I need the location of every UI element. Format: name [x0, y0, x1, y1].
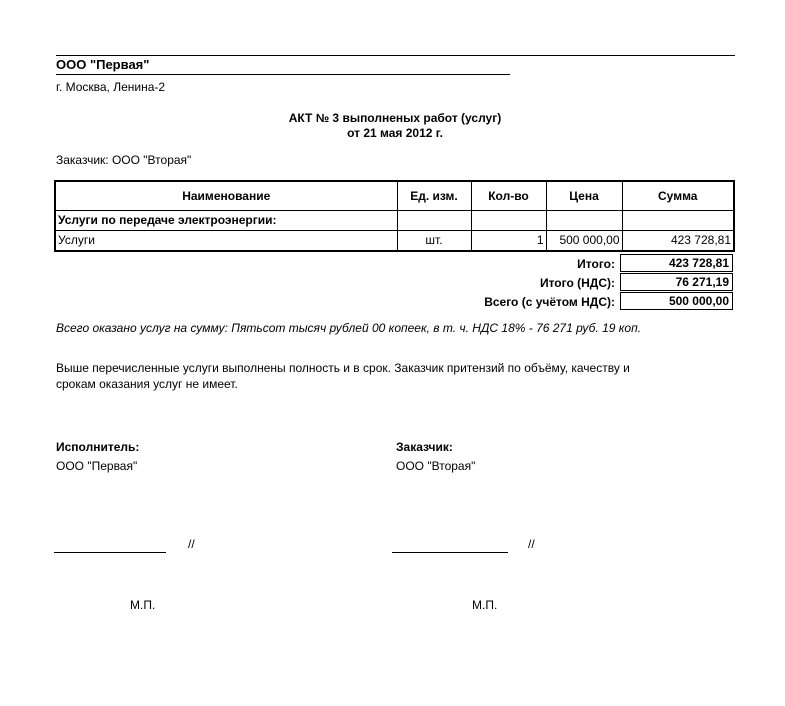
header-unit: Ед. изм.: [397, 181, 471, 211]
header-qty: Кол-во: [471, 181, 546, 211]
summary-text: Всего оказано услуг на сумму: Пятьсот тысяч рублей 00 копеек, в т. ч. НДС 18% - 76 271 руб. 19 коп.: [56, 321, 642, 335]
vat-value: 76 271,19: [620, 273, 733, 291]
row-price: 500 000,00: [546, 231, 622, 252]
subtotal-value: 423 728,81: [620, 254, 733, 272]
table-header-row: [55, 181, 734, 211]
document-title: АКТ № 3 выполненых работ (услуг): [288, 111, 502, 125]
executor-name: ООО "Первая": [56, 459, 138, 473]
company-underline: [56, 74, 510, 75]
customer-line: Заказчик: ООО "Вторая": [56, 153, 192, 167]
items-table: [54, 180, 735, 252]
company-name: ООО "Первая": [56, 57, 150, 72]
table-section-row: [55, 211, 734, 231]
row-name: Услуги: [55, 231, 397, 252]
total-value: 500 000,00: [620, 292, 733, 310]
document-date: от 21 мая 2012 г.: [347, 126, 443, 140]
row-qty: 1: [471, 231, 546, 252]
customer-label: Заказчик:: [396, 440, 453, 454]
section-title: Услуги по передаче электроэнергии:: [55, 211, 397, 231]
total-label: Всего (с учётом НДС):: [484, 295, 615, 309]
header-sum: Сумма: [622, 181, 734, 211]
row-unit: шт.: [397, 231, 471, 252]
executor-signature-line: [54, 552, 166, 553]
header-name: Наименование: [55, 181, 397, 211]
statement-line-2: срокам оказания услуг не имеет.: [56, 377, 238, 391]
executor-label: Исполнитель:: [56, 440, 140, 454]
customer-signature-slashes: //: [528, 537, 535, 551]
table-row: [55, 231, 734, 252]
top-rule: [56, 55, 735, 56]
executor-signature-slashes: //: [188, 537, 195, 551]
customer-stamp: М.П.: [472, 598, 498, 612]
statement-line-1: Выше перечисленные услуги выполнены полность и в срок. Заказчик притензий по объёму, качеству и: [56, 361, 630, 375]
vat-label: Итого (НДС):: [539, 276, 615, 290]
customer-name: ООО "Вторая": [396, 459, 476, 473]
company-address: г. Москва, Ленина-2: [56, 80, 166, 94]
executor-stamp: М.П.: [130, 598, 156, 612]
row-sum: 423 728,81: [622, 231, 734, 252]
customer-signature-line: [392, 552, 508, 553]
header-price: Цена: [546, 181, 622, 211]
subtotal-label: Итого:: [577, 257, 615, 271]
